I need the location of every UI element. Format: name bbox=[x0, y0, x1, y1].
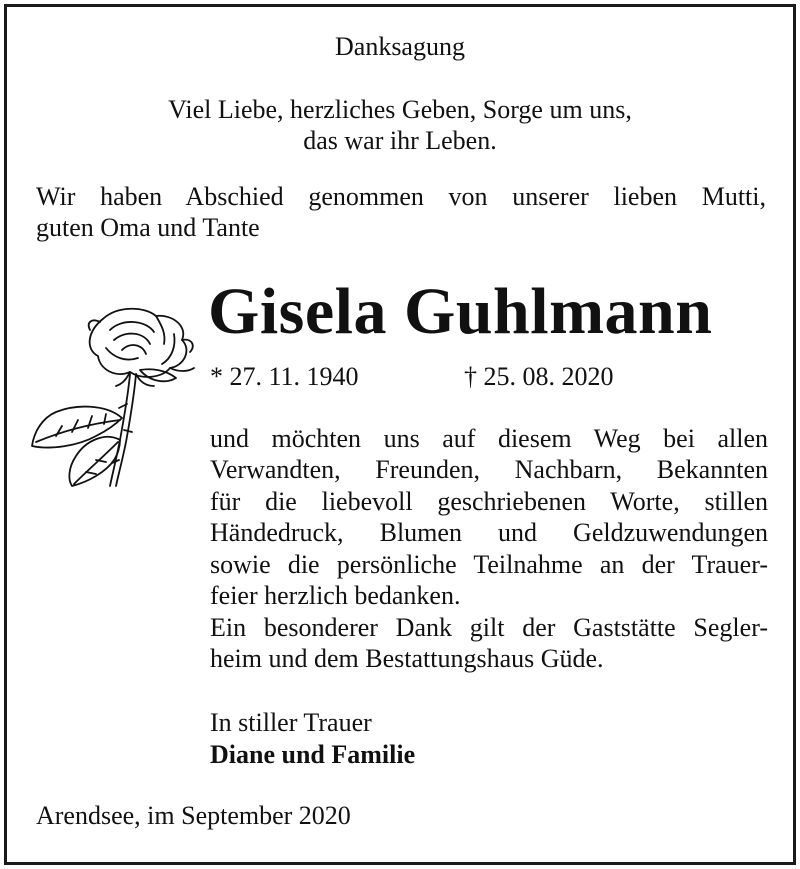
body-line-6: feier herzlich bedanken. bbox=[210, 581, 461, 610]
rose-icon bbox=[26, 300, 198, 490]
notice-heading: Danksagung bbox=[335, 32, 465, 61]
body-line-1: und möchten uns auf diesem Weg bei allen bbox=[210, 424, 768, 453]
deceased-name: Gisela Guhlmann bbox=[208, 275, 713, 348]
body-line-7: Ein besonderer Dank gilt der Gaststätte Segler- bbox=[210, 613, 768, 642]
body-line-2: Verwandten, Freunden, Nachbarn, Bekannten bbox=[210, 455, 768, 484]
verse-line-1: Viel Liebe, herzliches Geben, Sorge um uns, bbox=[168, 95, 632, 124]
body-line-5: sowie die persönliche Teilnahme an der Trauer- bbox=[210, 550, 768, 579]
body-line-3: für die liebevoll geschriebenen Worte, stillen bbox=[210, 487, 768, 516]
intro-line-2: guten Oma und Tante bbox=[36, 213, 260, 242]
body-line-8: heim und dem Bestattungshaus Güde. bbox=[210, 644, 604, 673]
verse-line-2: das war ihr Leben. bbox=[303, 126, 497, 155]
body-line-4: Händedruck, Blumen und Geldzuwendungen bbox=[210, 518, 768, 547]
place-and-date: Arendsee, im September 2020 bbox=[36, 801, 351, 830]
signature: Diane und Familie bbox=[210, 740, 416, 769]
death-date: † 25. 08. 2020 bbox=[464, 362, 614, 391]
birth-date: * 27. 11. 1940 bbox=[210, 362, 359, 391]
intro-line-1: Wir haben Abschied genommen von unserer lieben Mutti, bbox=[36, 182, 766, 211]
mourning-phrase: In stiller Trauer bbox=[210, 708, 372, 737]
